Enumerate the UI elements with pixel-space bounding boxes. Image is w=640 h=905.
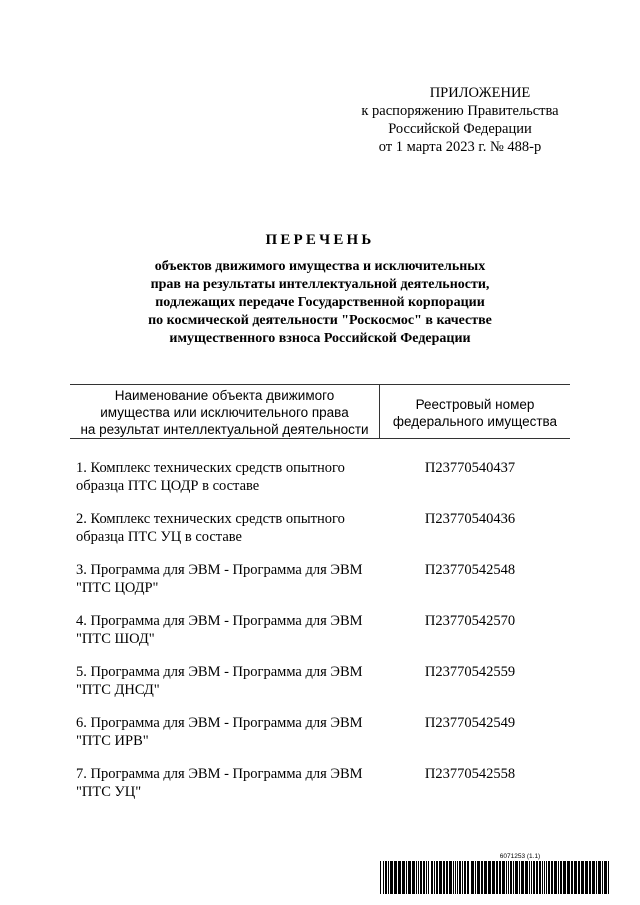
table-header bbox=[70, 384, 570, 439]
subtitle-line-4: по космической деятельности "Роскосмос" в качестве bbox=[148, 313, 492, 328]
appendix-heading: ПРИЛОЖЕНИЕ bbox=[429, 85, 531, 101]
header-name-column: Наименование объекта движимого имущества или исключительного права на результат интеллектуальной деятельности bbox=[70, 385, 380, 438]
objects-table bbox=[70, 384, 570, 800]
appendix-line-1: к распоряжению Правительства bbox=[361, 103, 559, 119]
row-registry: П23770542558 bbox=[424, 766, 516, 782]
row-name: 3. Программа для ЭВМ - Программа для ЭВМ "ПТС ЦОДР" bbox=[76, 562, 363, 596]
document-title: ПЕРЕЧЕНЬ bbox=[265, 232, 375, 248]
subtitle-line-5: имущественного взноса Российской Федерации bbox=[169, 331, 471, 346]
row-name: 7. Программа для ЭВМ - Программа для ЭВМ "ПТС УЦ" bbox=[76, 766, 363, 800]
subtitle-line-2: прав на результаты интеллектуальной деятельности, bbox=[150, 277, 490, 292]
row-registry: П23770540437 bbox=[424, 460, 516, 476]
document-subtitle bbox=[110, 258, 530, 348]
table-row bbox=[70, 612, 570, 648]
row-name: 5. Программа для ЭВМ - Программа для ЭВМ "ПТС ДНСД" bbox=[76, 664, 363, 698]
table-row bbox=[70, 510, 570, 546]
row-name: 6. Программа для ЭВМ - Программа для ЭВМ "ПТС ИРВ" bbox=[76, 715, 363, 749]
appendix-line-2: Российской Федерации bbox=[388, 121, 532, 137]
barcode-id: 6071253 (1.1) bbox=[499, 853, 541, 860]
row-registry: П23770540436 bbox=[424, 511, 516, 527]
row-name: 2. Комплекс технических средств опытного образца ПТС УЦ в составе bbox=[76, 511, 345, 545]
header-registry-column: Реестровый номер федерального имущества bbox=[392, 397, 558, 429]
subtitle-line-3: подлежащих передаче Государственной корпорации bbox=[155, 295, 485, 310]
row-name: 1. Комплекс технических средств опытного образца ПТС ЦОДР в составе bbox=[76, 460, 345, 494]
table-row bbox=[70, 765, 570, 801]
appendix-block bbox=[330, 84, 590, 156]
row-registry: П23770542570 bbox=[424, 613, 516, 629]
barcode-block bbox=[380, 853, 610, 894]
table-row bbox=[70, 561, 570, 597]
table-row bbox=[70, 714, 570, 750]
table-row bbox=[70, 459, 570, 495]
table-row bbox=[70, 663, 570, 699]
row-registry: П23770542559 bbox=[424, 664, 516, 680]
row-registry: П23770542548 bbox=[424, 562, 516, 578]
row-name: 4. Программа для ЭВМ - Программа для ЭВМ "ПТС ШОД" bbox=[76, 613, 363, 647]
subtitle-line-1: объектов движимого имущества и исключительных bbox=[154, 259, 486, 274]
appendix-line-3: от 1 марта 2023 г. № 488-р bbox=[378, 139, 542, 155]
barcode-icon bbox=[380, 861, 610, 894]
row-registry: П23770542549 bbox=[424, 715, 516, 731]
